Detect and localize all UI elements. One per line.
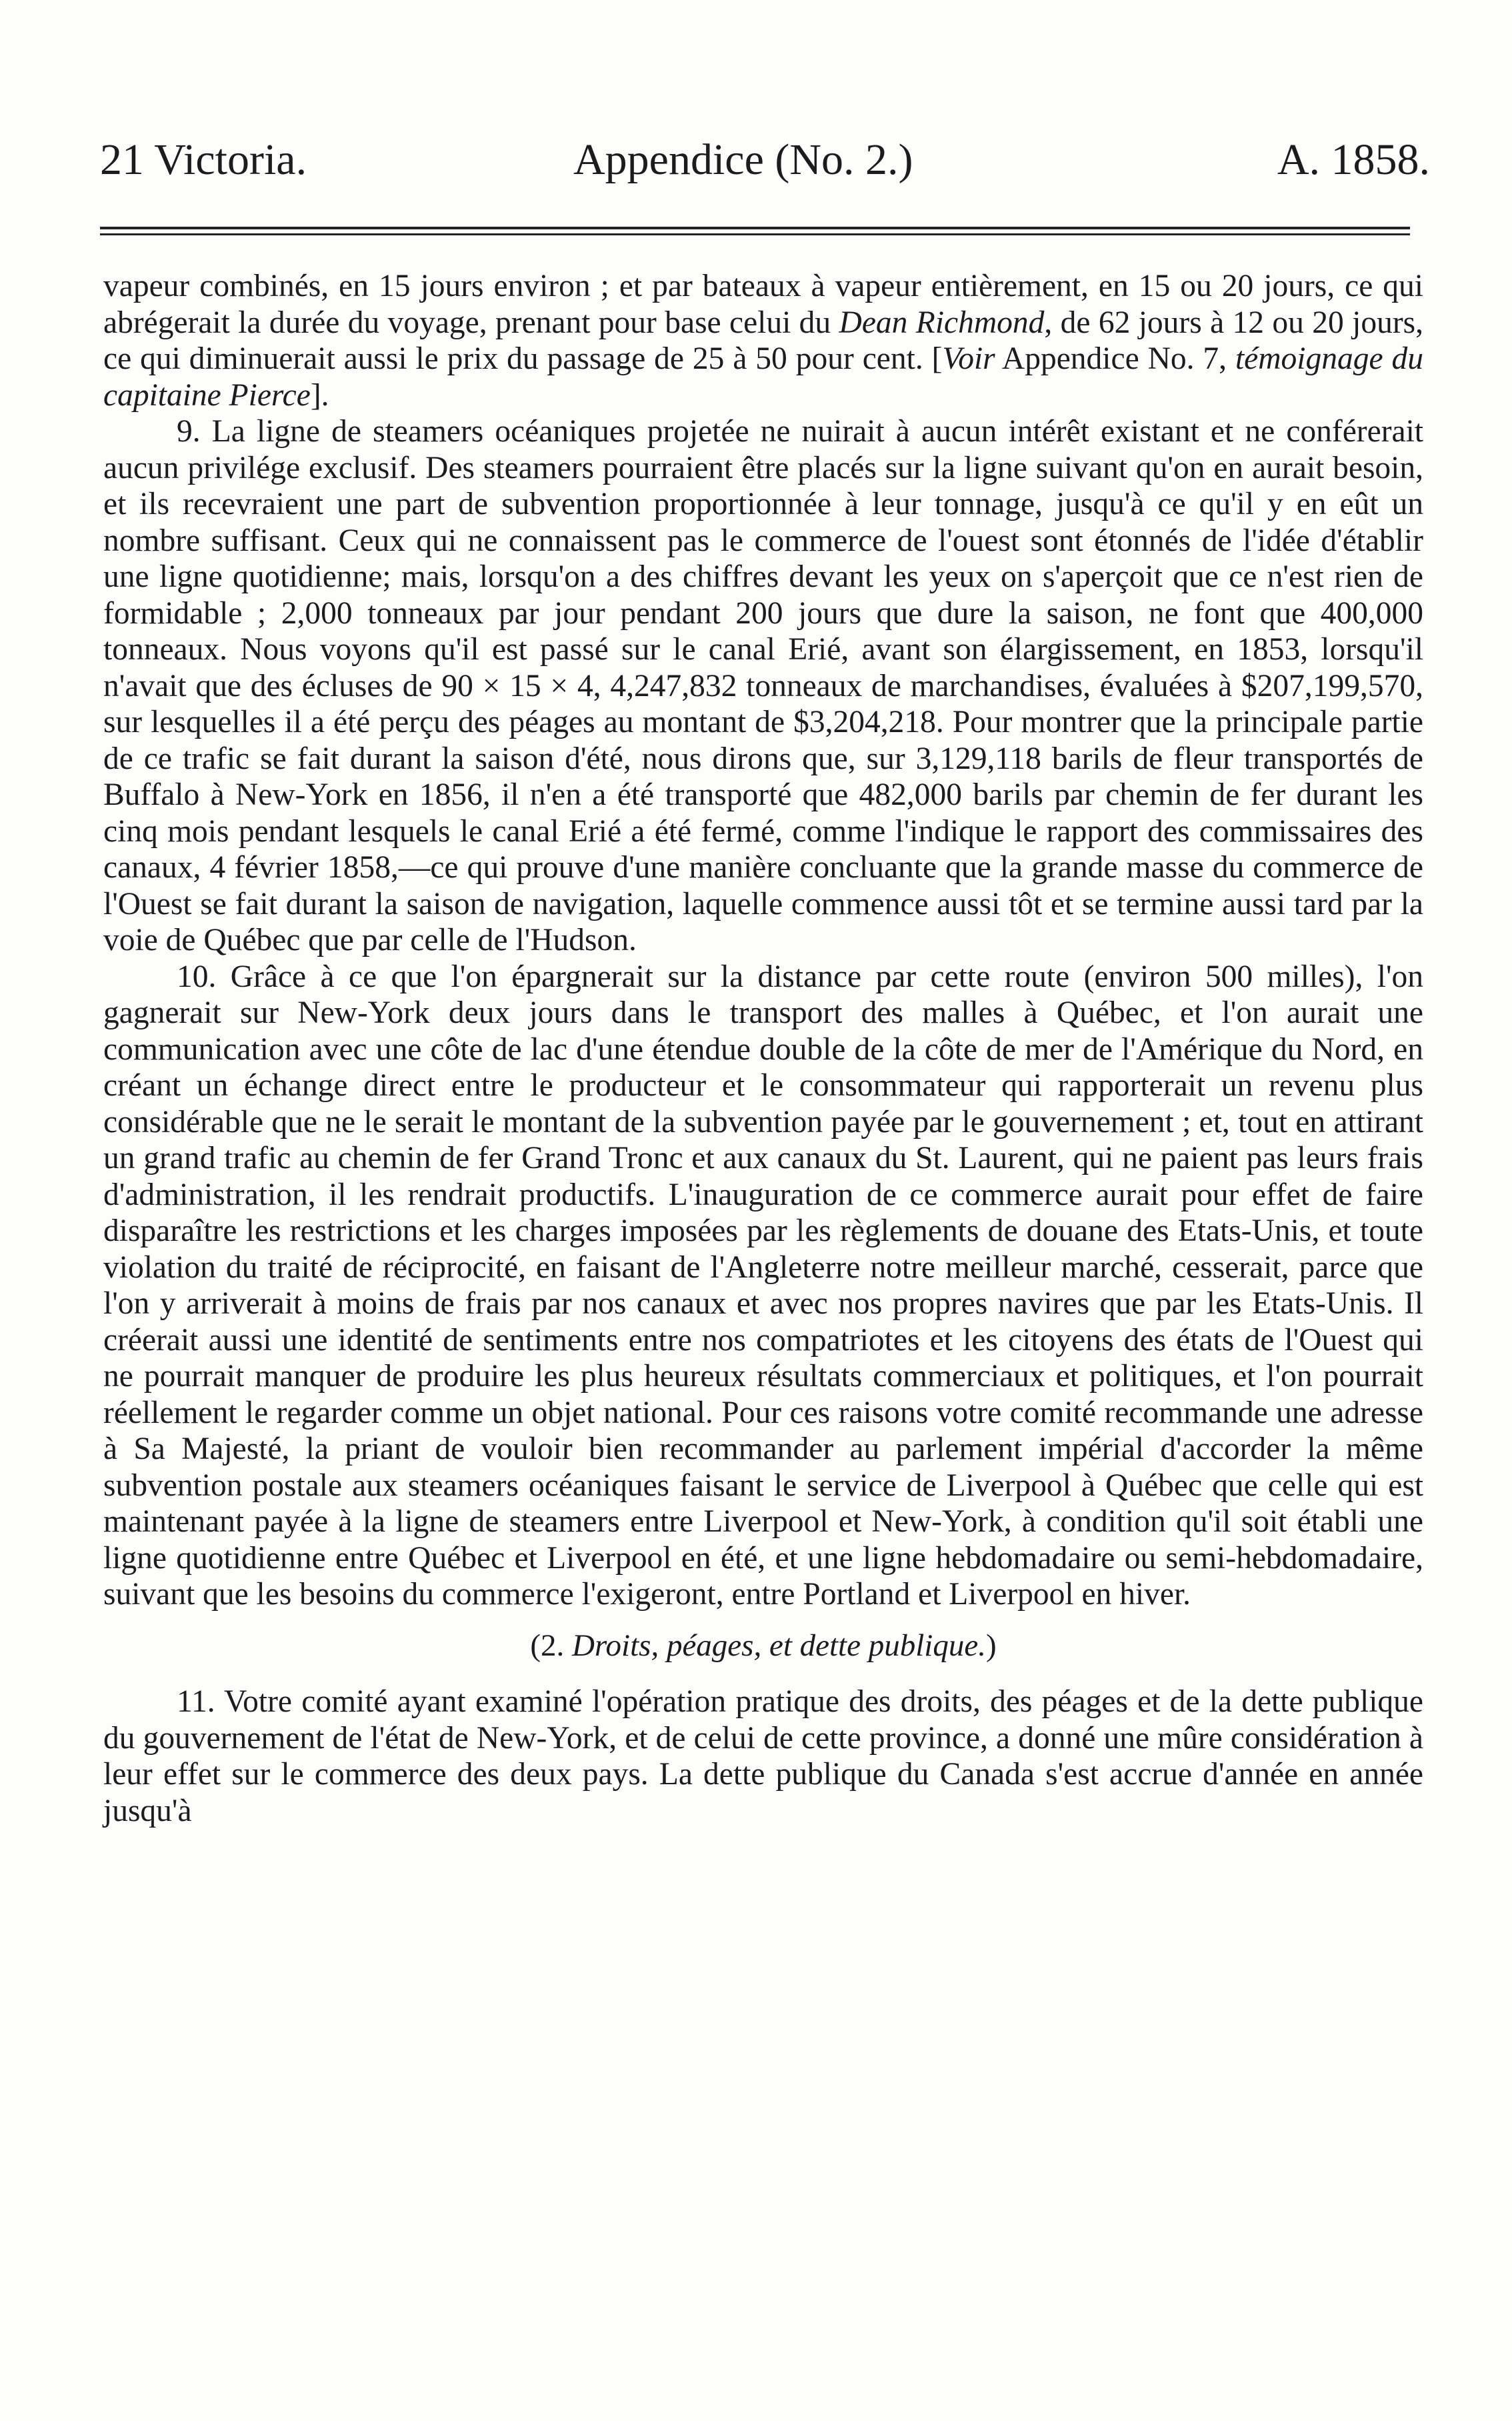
paragraph-9: 9. La ligne de steamers océaniques projetée ne nuirait à aucun intérêt existant et ne conférerait aucun privilége exclusif. Des steamers pourraient être placés sur la ligne suivant qu'on en aurait besoin, et ils recevraient une part de subvention proportionnée à leur tonnage, jusqu'à ce qu'il y en eût un nombre suffisant. Ceux qui ne connaissent pas le commerce de l'ouest sont étonnés de l'idée d'établir une ligne quotidienne; mais, lorsqu'on a des chiffres devant les yeux on s'aperçoit que ce n'est rien de formidable ; 2,000 tonneaux par jour pendant 200 jours que dure la saison, ne font que 400,000 tonneaux. Nous voyons qu'il est passé sur le canal Erié, avant son élargissement, en 1853, lorsqu'il n'avait que des écluses de 90 × 15 × 4, 4,247,832 tonneaux de marchandises, évaluées à $207,199,570, sur lesquelles il a été perçu des péages au montant de $3,204,218. Pour montrer que la principale partie de ce trafic se fait durant la saison d'été, nous dirons que, sur 3,129,118 barils de fleur transportés de Buffalo à New-York en 1856, il n'en a été transporté que 482,000 barils par chemin de fer durant les cinq mois pendant lesquels le canal Erié a été fermé, comme l'indique le rapport des commissaires des canaux, 4 février 1858,—ce qui prouve d'une manière concluante que la grande masse du commerce de l'Ouest se fait durant la saison de navigation, laquelle commence aussi tôt et se termine aussi tard par la voie de Québec que par celle de l'Hudson.	[103, 414, 1423, 957]
text-run: Appendice No. 7,	[995, 341, 1235, 376]
header-rule-top	[100, 227, 1410, 229]
body-text	[103, 268, 1423, 1829]
section-close-paren: )	[985, 1628, 997, 1663]
header-year: A. 1858.	[1277, 135, 1430, 184]
section-heading	[103, 1628, 1423, 1664]
paragraph-10: 10. Grâce à ce que l'on épargnerait sur la distance par cette route (environ 500 milles), l'on gagnerait sur New-York deux jours dans le transport des malles à Québec, et l'on aurait une communication avec une côte de lac d'une étendue double de la côte de mer de l'Amérique du Nord, en créant un échange direct entre le producteur et le consommateur qui rapporterait un revenu plus considérable que ne le serait le montant de la subvention payée par le gouvernement ; et, tout en attirant un grand trafic au chemin de fer Grand Tronc et aux canaux du St. Laurent, qui ne paient pas leurs frais d'administration, il les rendrait productifs. L'inauguration de ce commerce aurait pour effet de faire disparaître les restrictions et les charges imposées par les règlements de douane des Etats-Unis, et toute violation du traité de réciprocité, en faisant de l'Angleterre notre meilleur marché, cesserait, parce que l'on y arriverait à moins de frais par nos canaux et avec nos propres navires que par les Etats-Unis. Il créerait aussi une identité de sentiments entre nos compatriotes et les citoyens des états de l'Ouest qui ne pourrait manquer de produire les plus heureux résultats commerciaux et politiques, et l'on pourrait réellement le regarder comme un objet national. Pour ces raisons votre comité recommande une adresse à Sa Majesté, la priant de vouloir bien recommander au parlement impérial d'accorder la même subvention postale aux steamers océaniques faisant le service de Liverpool à Québec que celle qui est maintenant payée à la ligne de steamers entre Liverpool et New-York, à condition qu'il soit établi une ligne quotidienne entre Québec et Liverpool en été, et une ligne hebdomadaire ou semi-hebdomadaire, suivant que les besoins du commerce l'exigeront, entre Portland et Liverpool en hiver.	[103, 959, 1423, 1612]
paragraph-11: 11. Votre comité ayant examiné l'opération pratique des droits, des péages et de la dette publique du gouvernement de l'état de New-York, et de celui de cette province, a donné une mûre considération à leur effet sur le commerce des deux pays. La dette publique du Canada s'est accrue d'année en année jusqu'à	[103, 1684, 1423, 1828]
text-run: vapeur combinés, en 15 jours environ ; et par bateaux à vapeur entièrement, en 15 ou 20 jours, ce qui abrégerait la durée du voyage, prenant pour base celui du	[103, 269, 1423, 340]
voir-reference: Voir	[942, 341, 995, 376]
section-number: 2.	[541, 1628, 573, 1663]
text-run: , de 62 jours à 12 ou 20 jours, ce qui diminuerait aussi le prix du passage de 25 à 50 pour cent. [	[103, 305, 1424, 376]
testimony-reference: témoignage du capitaine Pierce	[103, 341, 1423, 413]
section-title: Droits, péages, et dette publique.	[572, 1628, 986, 1663]
header-appendix: Appendice (No. 2.)	[573, 135, 913, 184]
header-rule-bottom	[100, 233, 1410, 235]
ship-name: Dean Richmond	[839, 305, 1045, 340]
page-header	[100, 127, 1430, 193]
header-session: 21 Victoria.	[100, 135, 307, 184]
section-open-paren: (	[530, 1628, 541, 1663]
paragraph-8-continued	[103, 268, 1423, 413]
text-run: ].	[310, 377, 329, 413]
